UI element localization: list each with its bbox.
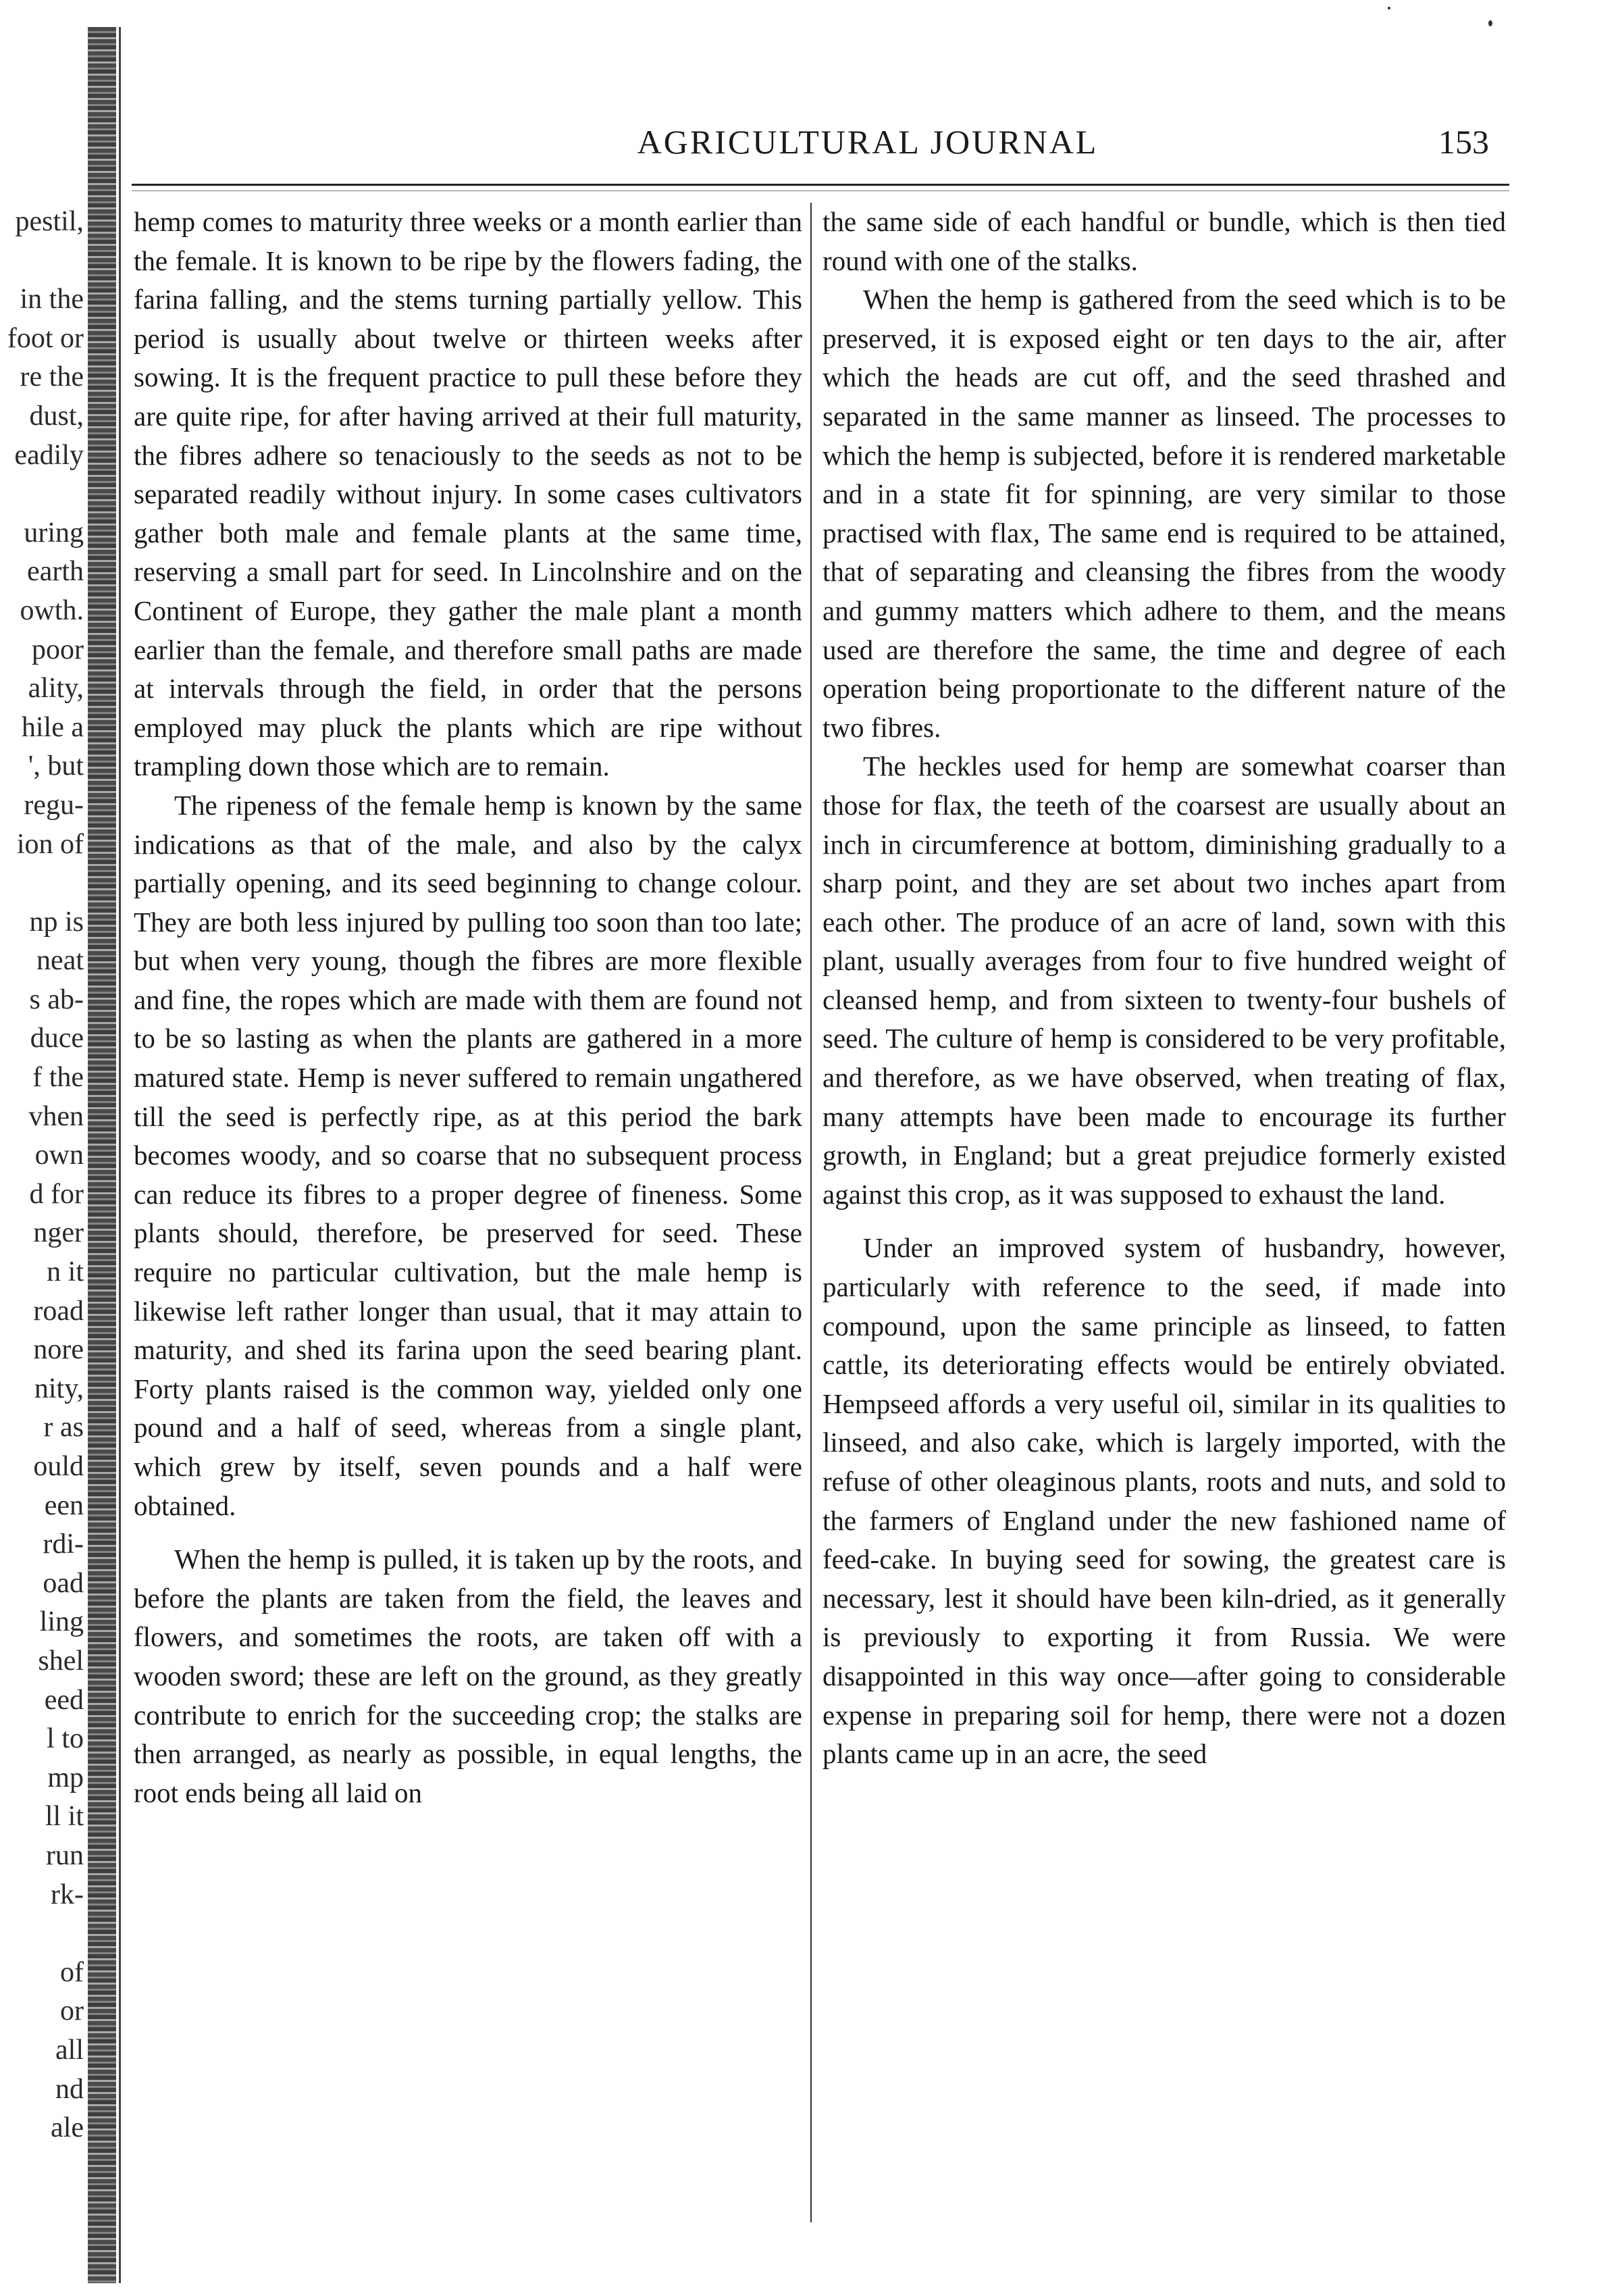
margin-fragment: r as [43,1412,84,1444]
margin-fragment: ale [51,2112,84,2144]
margin-fragment: of [60,1956,84,1988]
margin-fragment: ality, [28,673,84,705]
margin-fragments [3,203,84,2148]
margin-fragment [3,1914,84,1954]
margin-fragment: neat [36,945,84,977]
margin-fragment: dust, [29,400,84,432]
margin-fragment: poor [32,634,84,665]
margin-fragment: f the [32,1062,84,1094]
margin-fragment: or [60,1995,84,2027]
margin-fragment [3,475,84,514]
margin-fragment: mp [47,1762,84,1793]
running-header [132,115,1509,169]
margin-fragment: own [34,1140,84,1171]
margin-fragment: ion of [16,828,84,860]
margin-fragment: een [44,1489,84,1521]
margin-fragment: rdi- [43,1529,84,1560]
margin-fragment: duce [30,1023,84,1054]
margin-fragment: l to [47,1723,84,1755]
paragraph: When the hemp is pulled, it is taken up by the roots, and before the plants are taken from the field, the leaves and flowers, and sometimes the roots, are taken off with a wooden sword; these are left on the ground, as they greatly contribute to enrich for the succeeding crop; the stalks are then arranged, as nearly as possible, in equal lengths, the root ends being all laid on [134,1544,802,1808]
margin-fragment: pestil, [15,206,84,237]
paragraph: The heckles used for hemp are somewhat coarser than those for flax, the teeth of the coarsest are usually about an inch in circumference at bottom, diminishing gradually to a sharp point, and they are set about two inches apart from each other. The produce of an acre of land, sown with this plant, usually averages from four to five hundred weight of cleansed hemp, and from sixteen to twenty-four bushels of seed. The culture of hemp is considered to be very profitable, and therefore, as we have observed, when treating of flax, many attempts have been made to encourage its further growth, in England; but a great prejudice formerly existed against this crop, as it was supposed to exhaust the land. [823,750,1506,1210]
margin-fragment: ould [33,1451,84,1482]
margin-fragment: nd [55,2073,84,2105]
margin-fragment: np is [29,906,84,938]
margin-fragment: nity, [34,1373,84,1404]
margin-fragment: run [46,1839,84,1871]
margin-fragment: re the [20,361,84,393]
gutter-edge-line [119,27,121,2283]
paragraph: hemp comes to maturity three weeks or a month earlier than the female. It is known to be ripe by the flowers fading, the farina falling, and the stems turning partially yellow. This period is usually about twelve or thirteen weeks after sowing. It is the frequent practice to pull these before they are quite ripe, for after having arrived at their full maturity, the fibres adhere so tenaciously to the seeds as not to be separated readily without injury. In some cases cultivators gather both male and female plants at the same time, reserving a small part for seed. In Lincolnshire and on the Continent of Europe, they gather the male plant a month earlier than the female, and therefore small paths are made at intervals through the field, in order that the persons employed may pluck the plants which are ripe without trampling down those which are to remain. [134,206,802,782]
margin-fragment: in the [20,284,84,315]
journal-title: AGRICULTURAL JOURNAL [637,123,1099,161]
margin-fragment: earth [27,556,84,588]
left-column [134,203,802,1812]
margin-fragment: s ab- [29,984,84,1015]
column-divider [810,203,812,2222]
right-column [823,203,1506,1774]
margin-fragment: foot or [7,322,84,354]
margin-fragment: ling [39,1606,84,1638]
margin-fragment: road [33,1295,84,1327]
paragraph: The ripeness of the female hemp is known by the same indications as that of the male, and also by the calyx partially opening, and its seed beginning to change colour. They are both less injured by pulling too soon than too late; but when very young, though the fibres are more flexible and fine, the ropes which are made with them are found not to be so lasting as when the plants are gathered in a more matured state. Hemp is never suffered to remain ungathered till the seed is perfectly ripe, as at this period the bark becomes woody, and so coarse that no subsequent process can reduce its fibres to a proper degree of fineness. Some plants should, therefore, be preserved for seed. These require no particular cultivation, but the male hemp is likewise left rather longer than usual, that it may attain to maturity, and shed its farina upon the seed bearing plant. Forty plants raised is the common way, yielded only one pound and a half of seed, whereas from a single plant, which grew by itself, seven pounds and a half were obtained. [134,789,802,1521]
margin-fragment: uring [24,517,84,549]
margin-fragment [3,864,84,903]
page-number: 153 [1438,123,1489,161]
ink-speck [1488,20,1492,26]
margin-fragment: rk- [51,1879,84,1910]
header-rule-thin [132,190,1509,191]
margin-fragment: owth. [20,594,84,626]
ink-speck [1388,7,1390,9]
margin-fragment: hile a [21,711,84,743]
margin-fragment: eadily [14,439,84,471]
margin-fragment: nore [33,1334,84,1366]
margin-fragment: vhen [28,1100,84,1132]
margin-fragment: ', but [28,750,84,782]
margin-fragment: shel [38,1645,84,1677]
margin-fragment [3,242,84,281]
margin-fragment: nger [33,1217,84,1249]
margin-fragment: ll it [45,1801,84,1833]
margin-fragment: all [55,2034,84,2066]
margin-fragment: regu- [24,789,84,821]
margin-fragment: oad [43,1567,84,1599]
binding-gutter [88,27,116,2283]
margin-fragment: n it [47,1256,84,1288]
paragraph: Under an improved system of husbandry, however, particularly with reference to the seed, if made into compound, upon the same principle as linseed, to fatten cattle, its deteriorating effects would be entirely obviated. Hempseed affords a very useful oil, similar in its qualities to linseed, and also cake, which is largely imported, with the refuse of other oleaginous plants, roots and nuts, and sold to the farmers of England under the new fashioned name of feed-cake. In buying seed for sowing, the greatest care is necessary, lest it should have been kiln-dried, as it generally is previously to exporting it from Russia. We were disappointed in this way once—after going to considerable expense in preparing soil for hemp, there were not a dozen plants came up in an acre, the seed [823,1232,1506,1770]
header-rule [132,184,1509,186]
paragraph: the same side of each handful or bundle, which is then tied round with one of the stalks. [823,206,1506,276]
paragraph: When the hemp is gathered from the seed which is to be preserved, it is exposed eight or ten days to the air, after which the heads are cut off, and the seed thrashed and separated in the same manner as linseed. The processes to which the hemp is subjected, before it is rendered marketable and in a state fit for spinning, are very similar to those practised with flax, The same end is required to be attained, that of separating and cleansing the fibres from the woody and gummy matters which adhere to them, and the means used are therefore the same, the time and degree of each operation being proportionate to the different nature of the two fibres. [823,284,1506,743]
margin-fragment: eed [44,1684,84,1716]
margin-fragment: d for [29,1178,84,1210]
